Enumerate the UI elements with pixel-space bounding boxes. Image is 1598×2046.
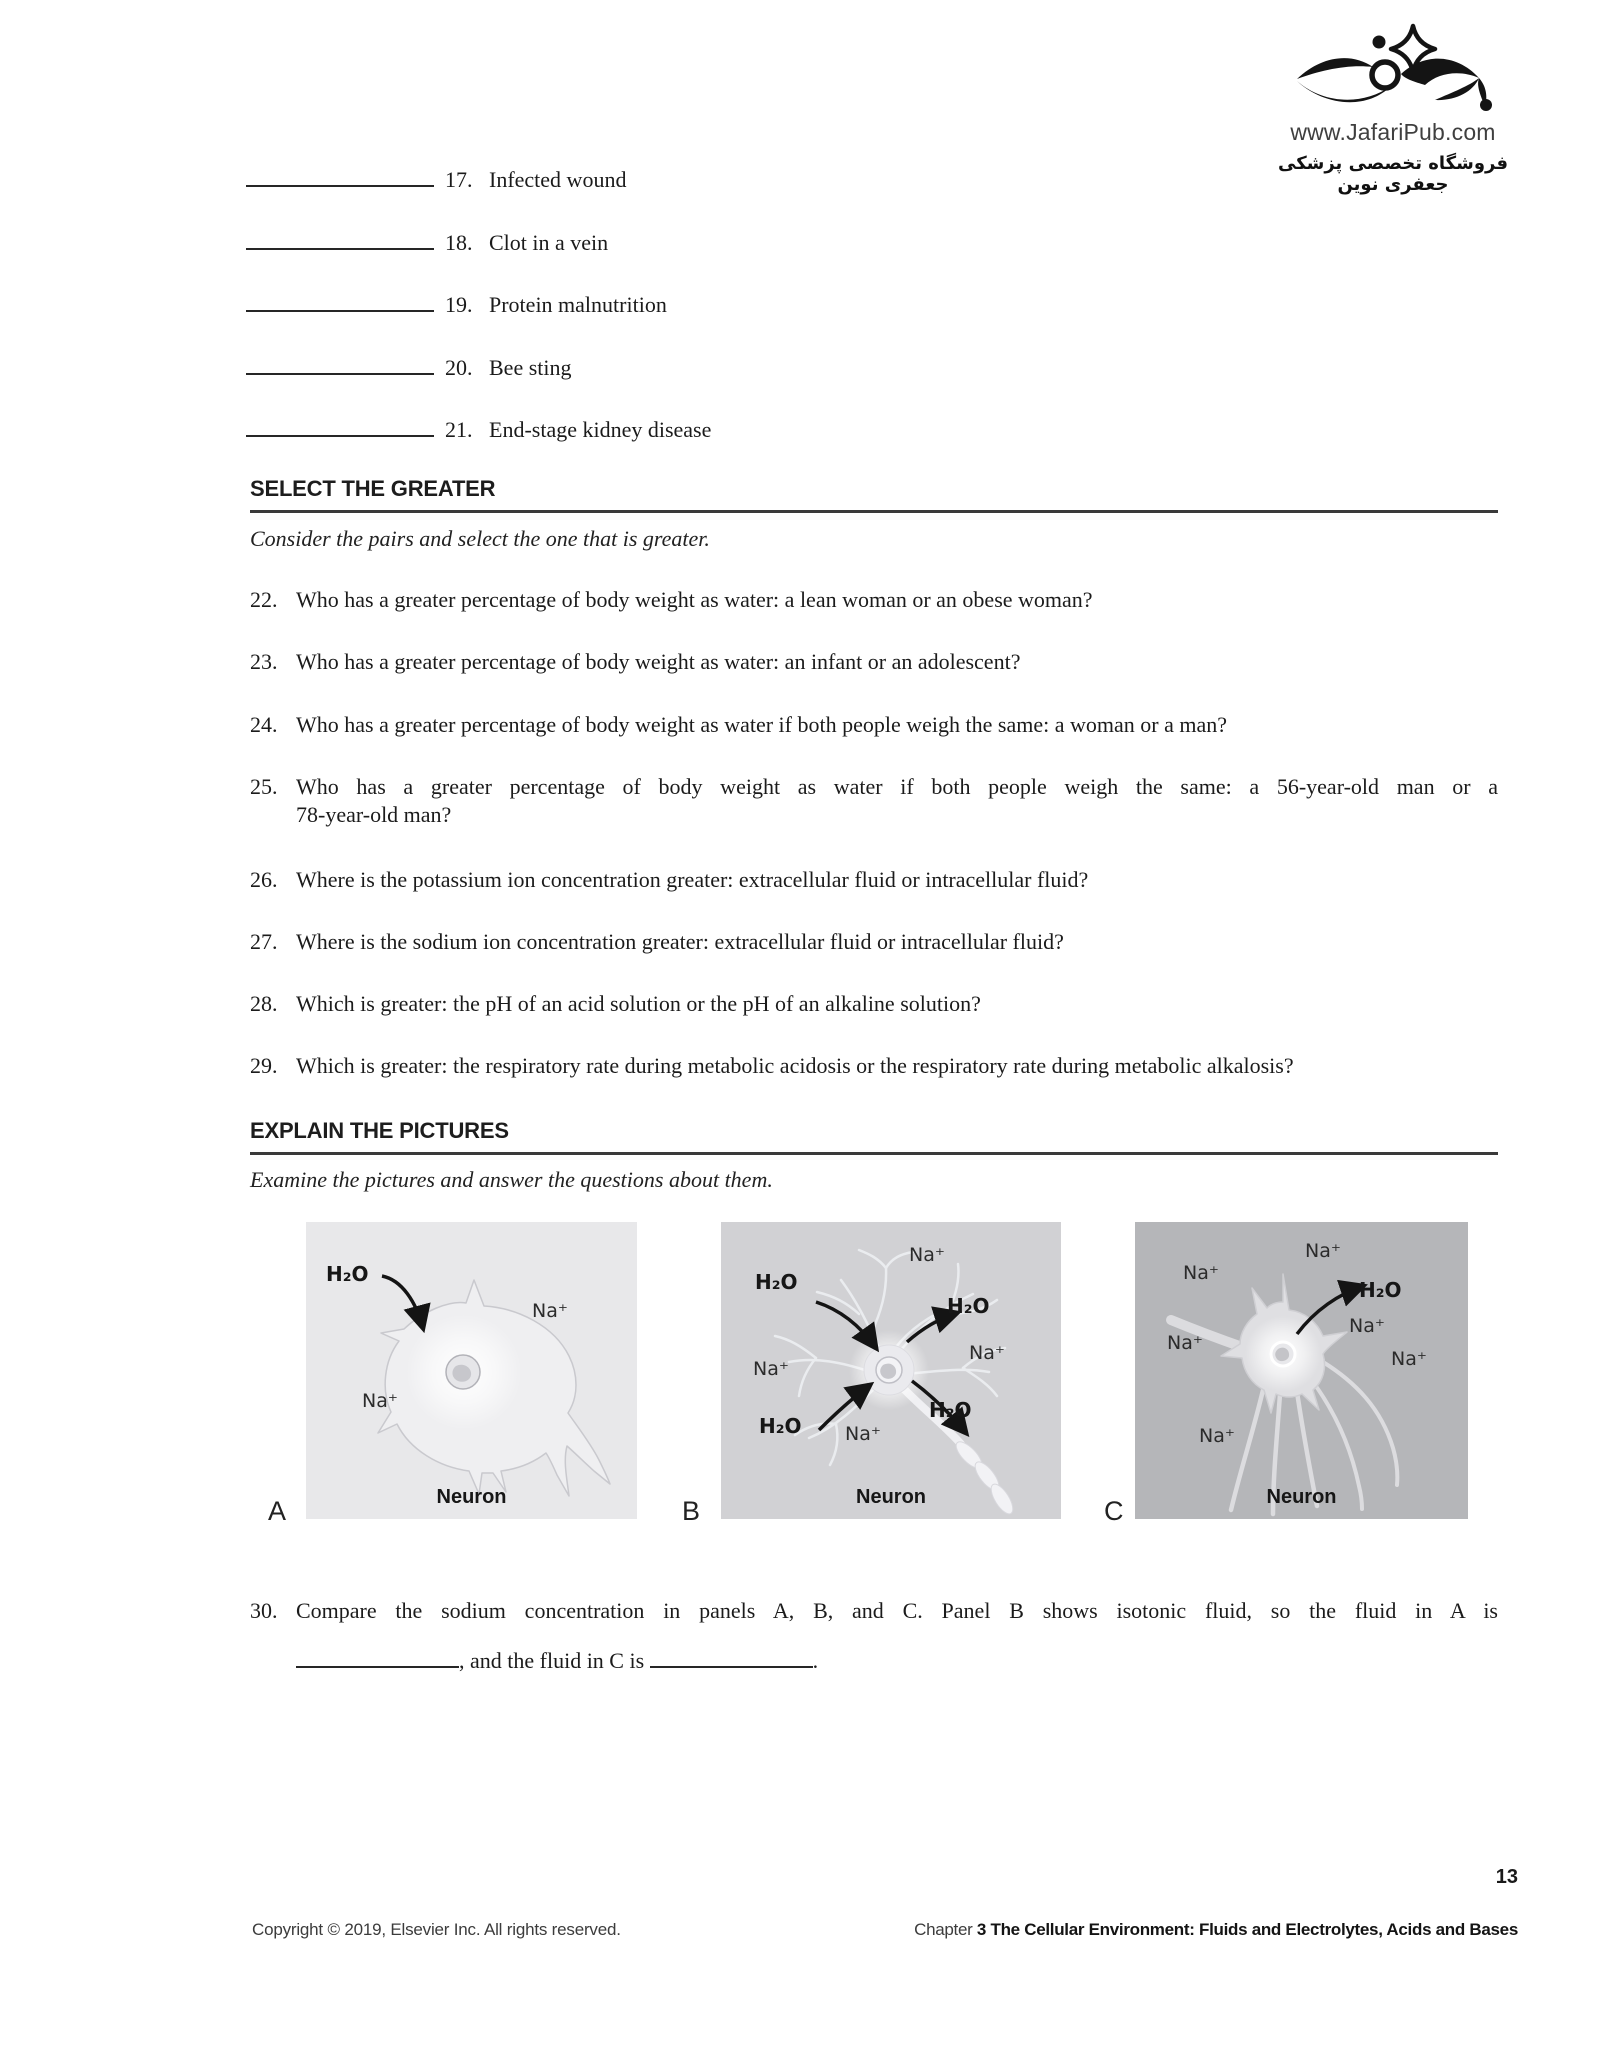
question-22	[250, 586, 1498, 614]
panel-caption: Neuron	[1266, 1486, 1337, 1508]
publisher-url: www.JafariPub.com	[1290, 119, 1496, 145]
panel-b-isotonic-neuron	[721, 1222, 1061, 1519]
chapter-number: 3	[976, 1920, 987, 1939]
section-heading-explain-the-pictures: EXPLAIN THE PICTURES	[250, 1118, 1498, 1155]
question-number: 22.	[250, 587, 278, 612]
matching-item-20	[246, 354, 711, 417]
page-number: 13	[1495, 1866, 1518, 1888]
item-text: Clot in a vein	[489, 229, 609, 255]
answer-blank	[246, 230, 434, 250]
question-text-period: .	[812, 1648, 819, 1673]
h2o-label: H₂O	[1359, 1278, 1402, 1302]
answer-blank	[296, 1648, 459, 1668]
question-24	[250, 711, 1498, 739]
question-number: 23.	[250, 649, 278, 674]
panel-caption: Neuron	[856, 1486, 926, 1508]
answer-blank	[246, 292, 434, 312]
h2o-label: H₂O	[759, 1414, 802, 1438]
na-label: Na⁺	[753, 1358, 789, 1380]
na-label: Na⁺	[1391, 1348, 1427, 1370]
h2o-label: H₂O	[947, 1294, 990, 1318]
na-label: Na⁺	[845, 1423, 881, 1445]
na-label: Na⁺	[969, 1342, 1005, 1364]
matching-item-17	[246, 166, 711, 229]
section-instruction: Examine the pictures and answer the questions about them.	[250, 1167, 773, 1192]
question-30	[250, 1586, 1498, 1686]
chapter-title: The Cellular Environment: Fluids and Electrolytes, Acids and Bases	[986, 1920, 1518, 1939]
question-text: Which is greater: the pH of an acid solution or the pH of an alkaline solution?	[296, 991, 981, 1016]
question-number: 25.	[250, 774, 278, 799]
question-23	[250, 648, 1498, 676]
question-text: Who has a greater percentage of body weight as water: a lean woman or an obese woman?	[296, 587, 1093, 612]
question-26	[250, 866, 1498, 894]
na-label: Na⁺	[1349, 1315, 1385, 1337]
question-text-line2	[296, 1636, 1498, 1686]
answer-blank	[246, 417, 434, 437]
question-number: 28.	[250, 991, 278, 1016]
item-number: 17.	[445, 167, 473, 192]
question-28	[250, 990, 1498, 1018]
matching-items	[246, 166, 711, 479]
h2o-label: H₂O	[755, 1270, 798, 1294]
question-text-line2: 78-year-old man?	[296, 802, 452, 827]
section-heading-select-the-greater: SELECT THE GREATER	[250, 476, 1498, 513]
na-label: Na⁺	[1305, 1240, 1341, 1262]
na-label: Na⁺	[1183, 1262, 1219, 1284]
question-29	[250, 1052, 1498, 1080]
publisher-logo	[1258, 22, 1528, 195]
answer-blank	[650, 1648, 813, 1668]
item-text: Protein malnutrition	[489, 292, 667, 317]
question-text: Which is greater: the respiratory rate during metabolic acidosis or the respiratory rate during metabolic alkalosis?	[296, 1053, 1294, 1078]
question-number: 29.	[250, 1053, 278, 1078]
publisher-tagline-farsi: فروشگاه تخصصی پزشکی جعفری نوین	[1277, 153, 1508, 195]
item-text: Bee sting	[489, 354, 572, 380]
h2o-label: H₂O	[326, 1262, 369, 1286]
na-label: Na⁺	[362, 1390, 398, 1412]
question-text-line1: Who has a greater percentage of body weight as water if both people weigh the same: a 56-year-old man or a	[296, 774, 1498, 799]
panel-letter-a: A	[268, 1496, 287, 1526]
matching-item-21	[246, 416, 711, 479]
question-text-line1: Compare the sodium concentration in panels A, B, and C. Panel B shows isotonic fluid, so the fluid in A is	[296, 1598, 1498, 1623]
panel-letter-b: B	[682, 1496, 701, 1526]
na-label: Na⁺	[909, 1244, 945, 1266]
question-text: Where is the potassium ion concentration greater: extracellular fluid or intracellular fluid?	[296, 867, 1089, 892]
panel-a-hypotonic-neuron	[306, 1222, 637, 1519]
item-text: End-stage kidney disease	[489, 417, 712, 442]
matching-item-18	[246, 229, 711, 292]
question-number: 24.	[250, 712, 278, 737]
answer-blank	[246, 167, 434, 187]
item-number: 21.	[445, 417, 473, 442]
panel-c-hypertonic-neuron	[1135, 1222, 1468, 1519]
panel-caption: Neuron	[436, 1486, 507, 1508]
panel-letter-c: C	[1104, 1496, 1124, 1526]
chapter-footer	[914, 1920, 1518, 1940]
item-number: 18.	[445, 229, 473, 255]
na-label: Na⁺	[532, 1300, 568, 1322]
question-text: , and the fluid in C is	[459, 1648, 650, 1673]
na-label: Na⁺	[1199, 1425, 1235, 1447]
question-text: Where is the sodium ion concentration greater: extracellular fluid or intracellular fluid?	[296, 929, 1064, 954]
item-text: Infected wound	[489, 167, 627, 192]
copyright-notice: Copyright © 2019, Elsevier Inc. All rights reserved.	[252, 1920, 621, 1939]
question-number: 26.	[250, 867, 278, 892]
item-number: 19.	[445, 292, 473, 317]
chapter-label: Chapter	[914, 1920, 977, 1939]
answer-blank	[246, 355, 434, 375]
item-number: 20.	[445, 354, 473, 380]
question-27	[250, 928, 1498, 956]
h2o-label: H₂O	[929, 1398, 972, 1422]
na-label: Na⁺	[1167, 1332, 1203, 1354]
question-number: 30.	[250, 1598, 278, 1623]
section-instruction: Consider the pairs and select the one that is greater.	[250, 526, 710, 551]
question-number: 27.	[250, 929, 278, 954]
matching-item-19	[246, 291, 711, 354]
question-text: Who has a greater percentage of body weight as water: an infant or an adolescent?	[296, 649, 1021, 674]
question-25	[250, 773, 1498, 829]
question-text: Who has a greater percentage of body weight as water if both people weigh the same: a woman or a man?	[296, 712, 1227, 737]
calligraphy-logo-icon	[1293, 22, 1493, 117]
